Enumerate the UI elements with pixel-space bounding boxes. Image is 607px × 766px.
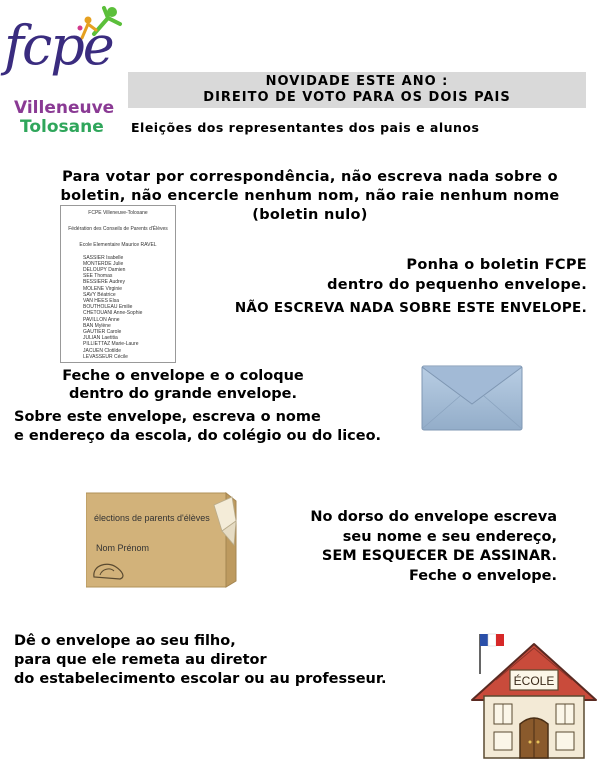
ballot-name: SAVY Béatrice xyxy=(83,291,116,298)
header-subtitle: Eleições dos representantes dos pais e alunos xyxy=(131,120,480,135)
ballot-paper xyxy=(60,205,176,363)
step4-line2: e endereço da escola, do colégio ou do liceo. xyxy=(14,428,382,444)
ballot-name: JACUEN Clotilde xyxy=(83,347,122,354)
step5-line2: seu nome e seu endereço, xyxy=(342,528,557,545)
ballot-name: SASSIER Isabelle xyxy=(83,254,124,261)
ballot-name: BAN Mylène xyxy=(83,322,111,329)
ballot-name: MONTERDE Julie xyxy=(83,260,124,267)
ballot-name: PAVILLON Anne xyxy=(83,316,120,323)
step6-instruction xyxy=(14,632,464,689)
step2-warning: NÃO ESCREVA NADA SOBRE ESTE ENVELOPE. xyxy=(234,300,587,316)
step4-instruction xyxy=(14,408,434,446)
fcpe-logo xyxy=(4,4,126,142)
step3-line1: Feche o envelope e o coloque xyxy=(62,368,304,384)
cardboard-box-icon xyxy=(86,491,238,588)
ballot-header-1: FCPE Villeneuve-Tolosane xyxy=(88,210,148,216)
ballot-header-2: Fédération des Conseils de Parents d'Élèves xyxy=(68,226,168,233)
school-building-icon xyxy=(466,630,602,762)
box-label-name: Nom Prénom xyxy=(96,543,150,553)
step5-line4: Feche o envelope. xyxy=(408,567,557,584)
ballot-names-list xyxy=(83,255,175,360)
step5-line1: No dorso do envelope escreva xyxy=(310,509,557,525)
ballot-name: CHETOUANI Anne-Sophie xyxy=(83,310,143,317)
step6-line2: para que ele remeta au diretor xyxy=(14,652,267,668)
ballot-name: BESSIERE Audrey xyxy=(83,279,125,286)
step2-line2: dentro do pequenho envelope. xyxy=(327,277,587,293)
step4-line1: Sobre este envelope, escreva o nome xyxy=(14,409,321,425)
ballot-name: BOUTHOLEAU Emilie xyxy=(83,304,133,311)
ballot-name: MOLENE Virginie xyxy=(83,285,123,292)
step2-instruction xyxy=(200,255,587,318)
ballot-header-3: Ecole Elementaire Maurice RAVEL xyxy=(79,242,157,249)
ballot-name: VAN HEES Elsa xyxy=(83,298,120,305)
ballot-name: DELOUPY Damien xyxy=(83,267,126,274)
school-sign-text: ÉCOLE xyxy=(513,674,555,688)
step3-line2: dentro do grande envelope. xyxy=(68,386,297,402)
step2-line1: Ponha o boletin FCPE xyxy=(406,257,587,273)
step6-line1: Dê o envelope ao seu filho, xyxy=(14,633,236,649)
header-banner xyxy=(128,72,586,108)
logo-city-line1: Villeneuve xyxy=(14,98,115,118)
ballot-name: PILLIETTAZ Marie-Laure xyxy=(83,341,139,348)
step5-line3: SEM ESQUECER DE ASSINAR. xyxy=(321,548,557,564)
ballot-name: GAUTIER Carole xyxy=(83,329,122,336)
step1-instruction: Para votar por correspondência, não escreva nada sobre o boletin, não encercle nenhum nom, não raie nenhum nome (boletin nulo) xyxy=(60,169,560,223)
logo-city-line2: Tolosane xyxy=(20,117,104,137)
step6-line3: do estabelecimento escolar ou au professeur. xyxy=(14,671,387,687)
step5-instruction xyxy=(240,508,557,586)
logo-brand: fcpe xyxy=(4,14,113,77)
ballot-name: LEVASSEUR Cécile xyxy=(83,353,128,360)
envelope-icon xyxy=(420,362,524,434)
box-label-elections: élections de parents d'élèves xyxy=(94,513,210,523)
ballot-name: JULIAN Laetitia xyxy=(83,335,118,342)
ballot-name: SEE Thomas xyxy=(83,273,113,280)
header-title-line1: NOVIDADE ESTE ANO : xyxy=(265,74,449,89)
step3-instruction xyxy=(38,367,328,403)
header-title-line2: DIREITO DE VOTO PARA OS DOIS PAIS xyxy=(203,90,511,105)
